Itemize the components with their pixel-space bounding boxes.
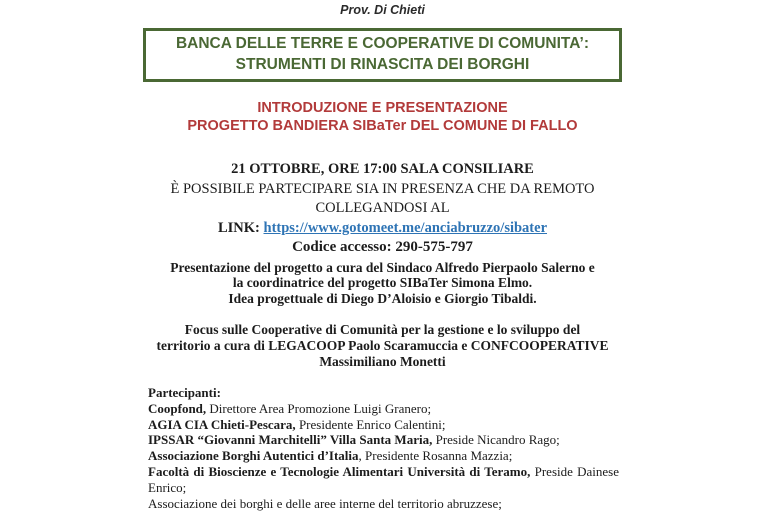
participant-role: Presidente Enrico Calentini; bbox=[295, 416, 446, 432]
focus-paragraph bbox=[0, 322, 765, 370]
list-item bbox=[148, 417, 619, 433]
participant-role: Direttore Area Promozione Luigi Granero; bbox=[206, 400, 432, 416]
participants-heading: Partecipanti: bbox=[148, 385, 221, 400]
participant-org: AGIA CIA Chieti-Pescara, bbox=[148, 416, 296, 432]
title-line-2: STRUMENTI DI RINASCITA DEI BORGHI bbox=[235, 56, 530, 73]
province-note: Prov. Di Chieti bbox=[340, 3, 425, 17]
participant-org: Facoltà di Bioscienze e Tecnologie Alimentari Università di Teramo, bbox=[148, 463, 531, 479]
document-page bbox=[0, 3, 765, 511]
event-remote-line-1: È POSSIBILE PARTECIPARE SIA IN PRESENZA CHE DA REMOTO bbox=[170, 180, 595, 197]
subtitle bbox=[0, 100, 765, 135]
event-datetime: 21 OTTOBRE, ORE 17:00 SALA CONSILIARE bbox=[231, 161, 534, 177]
access-code: Codice accesso: 290-575-797 bbox=[292, 239, 473, 255]
event-details bbox=[0, 160, 765, 306]
meeting-link[interactable]: https://www.gotomeet.me/anciabruzzo/sibater bbox=[263, 219, 548, 236]
focus-line-1: Focus sulle Cooperative di Comunità per la gestione e lo sviluppo del bbox=[184, 322, 581, 337]
focus-line-2: territorio a cura di LEGACOOP Paolo Scaramuccia e CONFCOOPERATIVE bbox=[156, 338, 609, 353]
event-remote-line-2: COLLEGANDOSI AL bbox=[315, 200, 450, 216]
participant-org: IPSSAR “Giovanni Marchitelli” Villa Santa Maria, bbox=[148, 432, 433, 448]
participant-role: Preside Dainese Enrico; bbox=[148, 463, 619, 495]
list-item bbox=[148, 448, 619, 464]
list-item bbox=[148, 464, 619, 496]
clipped-text-line: Associazione dei borghi e delle aree interne del territorio abruzzese; bbox=[148, 495, 502, 511]
focus-line-3: Massimiliano Monetti bbox=[319, 354, 446, 369]
participant-role: , Presidente Rosanna Mazzia; bbox=[358, 448, 513, 464]
title-box bbox=[143, 28, 622, 82]
link-label: LINK: bbox=[217, 219, 264, 236]
presentation-line-1: Presentazione del progetto a cura del Sindaco Alfredo Pierpaolo Salerno e bbox=[170, 259, 595, 275]
participants-list bbox=[148, 385, 619, 511]
presentation-line-3: Idea progettuale di Diego D’Aloisio e Giorgio Tibaldi. bbox=[228, 290, 537, 306]
participant-org: Coopfond, bbox=[148, 400, 207, 416]
list-item bbox=[148, 401, 619, 417]
list-item bbox=[148, 432, 619, 448]
event-link-line bbox=[0, 219, 765, 239]
title-line-1: BANCA DELLE TERRE E COOPERATIVE DI COMUNITA’: bbox=[175, 35, 590, 52]
participant-role: Preside Nicandro Rago; bbox=[432, 432, 560, 448]
presentation-line-2: la coordinatrice del progetto SIBaTer Simona Elmo. bbox=[232, 275, 533, 290]
participant-org: Associazione Borghi Autentici d’Italia bbox=[148, 448, 359, 464]
subtitle-line-1: INTRODUZIONE E PRESENTAZIONE bbox=[257, 100, 508, 116]
presentation-credits bbox=[0, 260, 765, 307]
subtitle-line-2: PROGETTO BANDIERA SIBaTer DEL COMUNE DI FALLO bbox=[187, 117, 578, 134]
